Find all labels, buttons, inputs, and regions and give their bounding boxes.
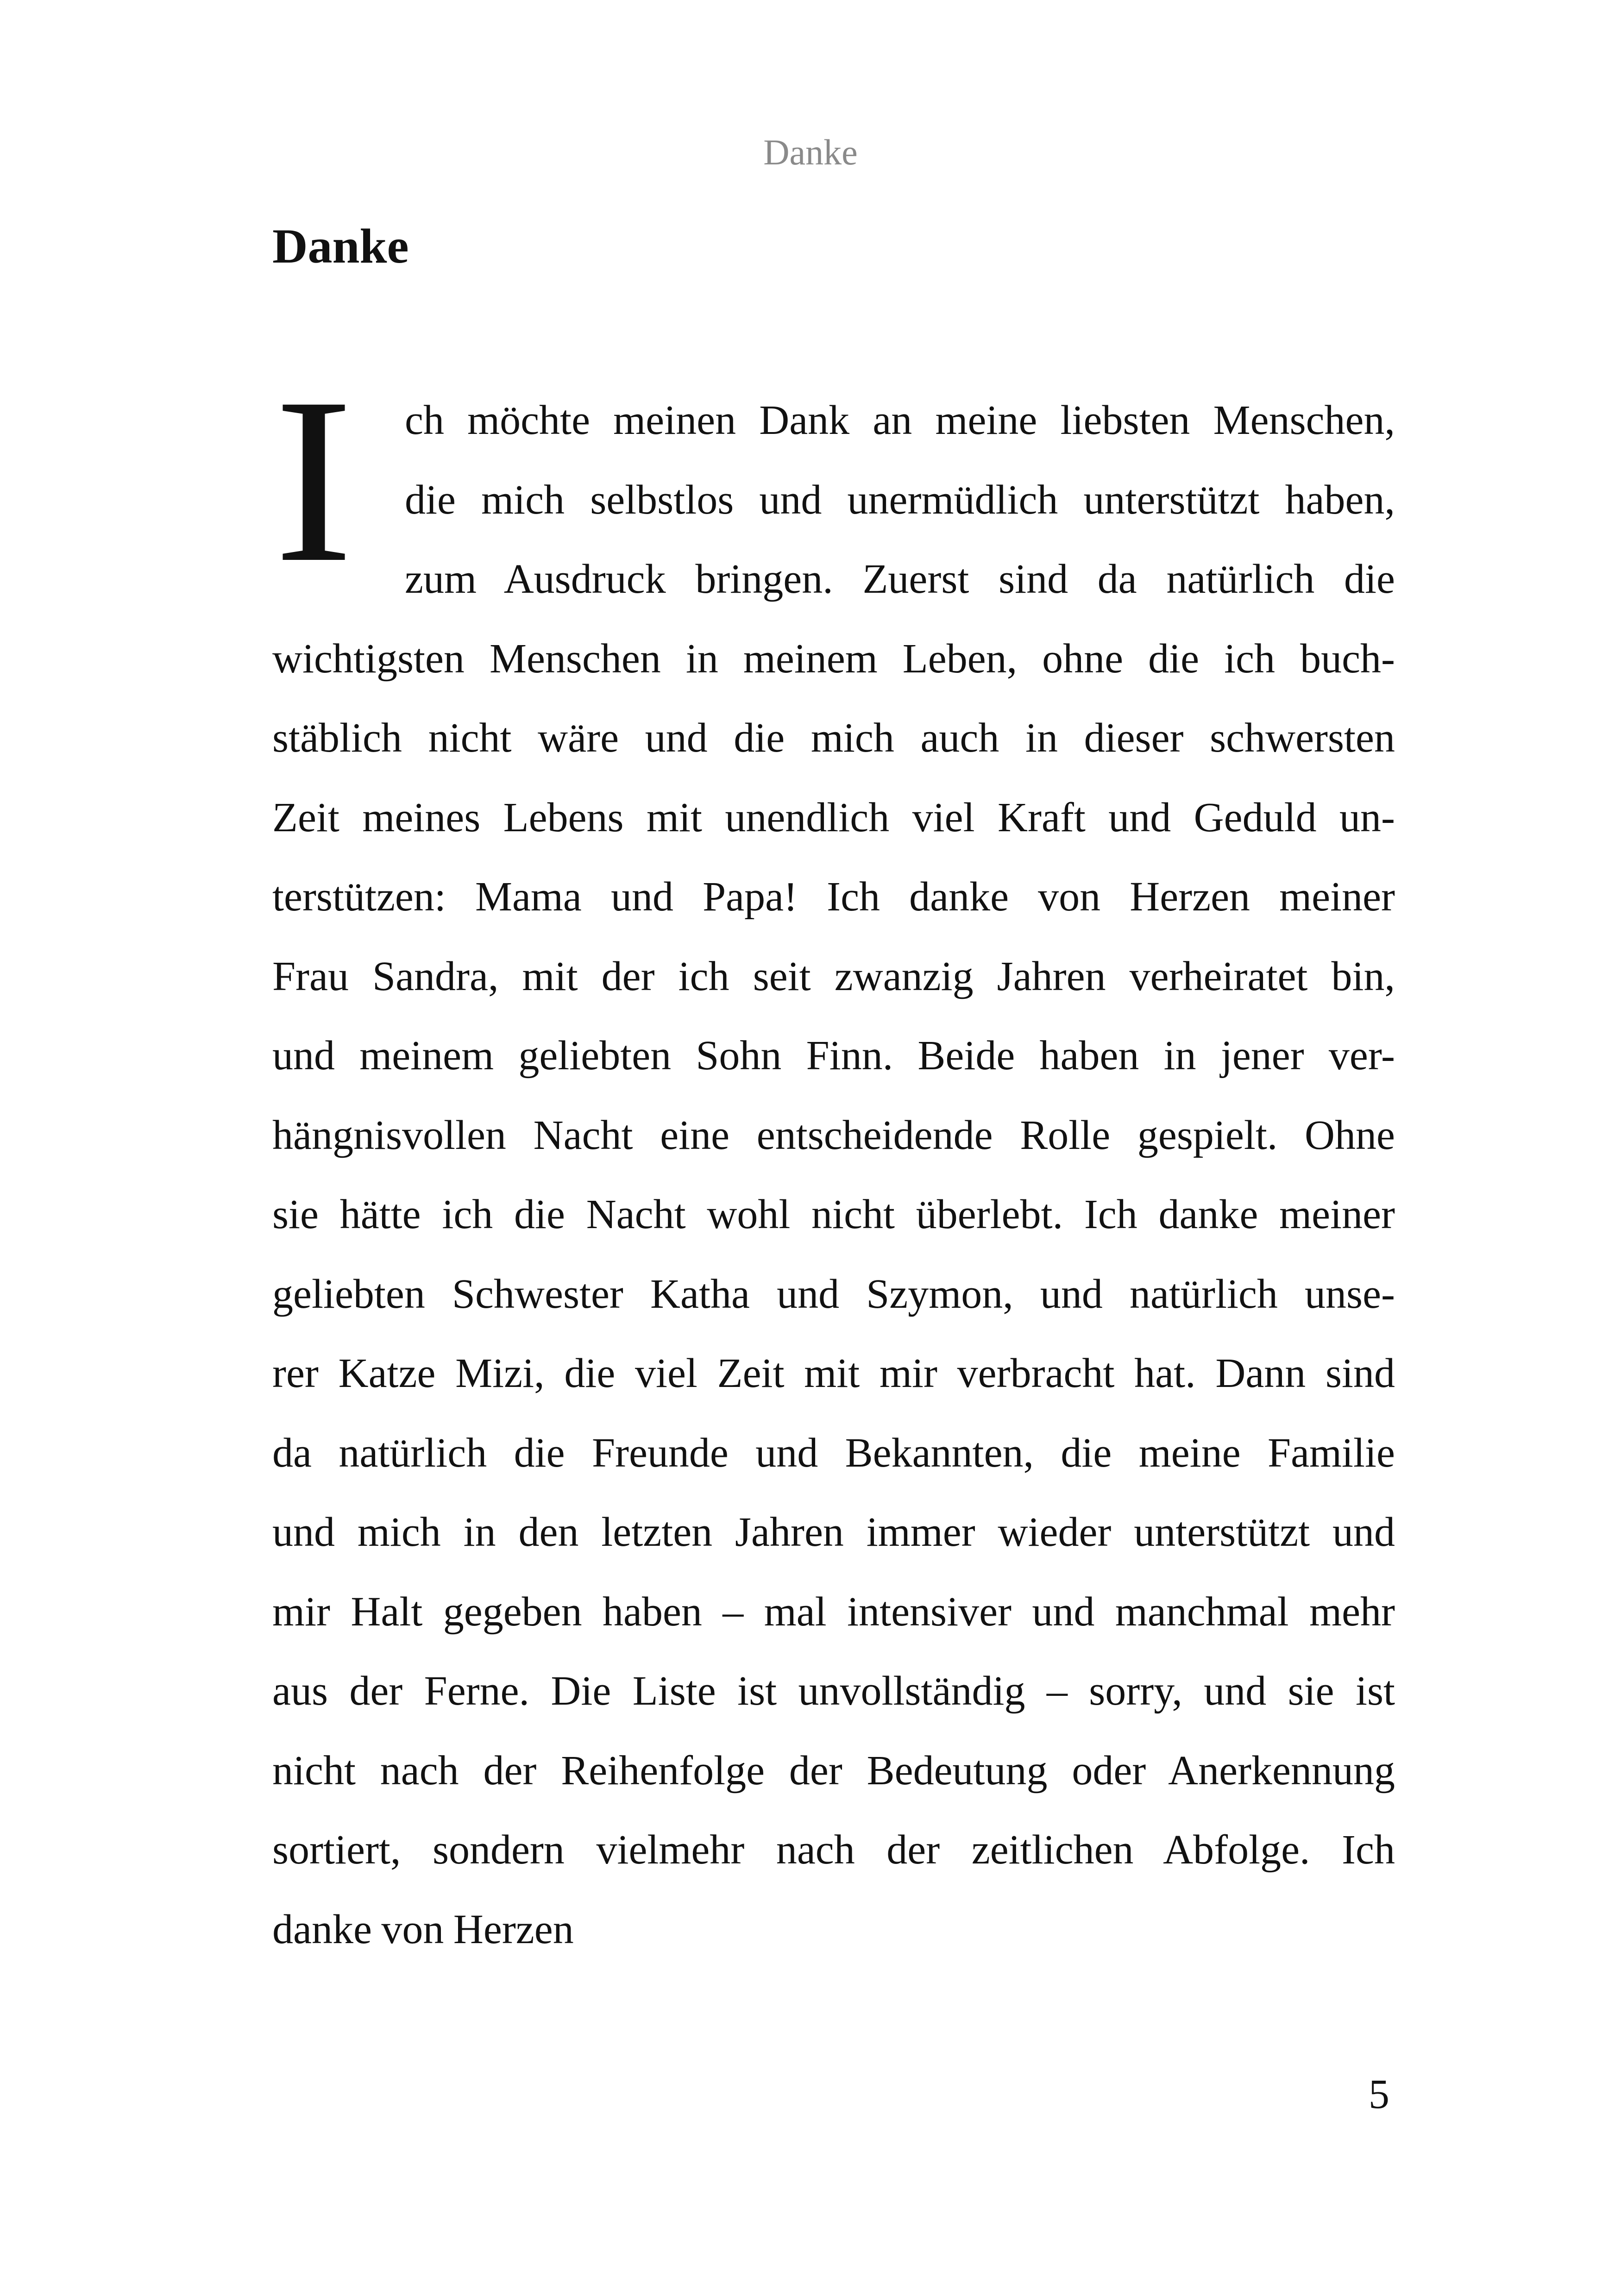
text-line: geliebten Schwester Katha und Szymon, und natürlich unse- <box>272 1271 1395 1317</box>
drop-cap: I <box>274 349 353 611</box>
text-line: mir Halt gegeben haben – mal intensiver und manchmal mehr <box>272 1588 1395 1635</box>
running-header: Danke <box>763 132 858 172</box>
chapter-title: Danke <box>272 219 409 273</box>
text-line: Zeit meines Lebens mit unendlich viel Kraft und Geduld un- <box>272 794 1395 841</box>
text-line: ch möchte meinen Dank an meine liebsten Menschen, <box>405 397 1395 443</box>
text-line: und mich in den letzten Jahren immer wieder unterstützt und <box>272 1509 1395 1555</box>
text-line: stäblich nicht wäre und die mich auch in dieser schwersten <box>272 715 1395 761</box>
text-line: wichtigsten Menschen in meinem Leben, ohne die ich buch- <box>272 635 1395 682</box>
text-line: nicht nach der Reihenfolge der Bedeutung oder Anerkennung <box>272 1747 1395 1794</box>
text-line: und meinem geliebten Sohn Finn. Beide haben in jener ver- <box>272 1033 1395 1079</box>
text-line: danke von Herzen <box>272 1906 574 1952</box>
text-line: zum Ausdruck bringen. Zuerst sind da natürlich die <box>405 556 1395 602</box>
text-line: rer Katze Mizi, die viel Zeit mit mir verbracht hat. Dann sind <box>272 1350 1395 1396</box>
text-line: aus der Ferne. Die Liste ist unvollständig – sorry, und sie ist <box>272 1668 1395 1714</box>
text-line: Frau Sandra, mit der ich seit zwanzig Jahren verheiratet bin, <box>272 953 1395 999</box>
page-number: 5 <box>1369 2071 1389 2117</box>
text-line: die mich selbstlos und unermüdlich unterstützt haben, <box>405 477 1395 523</box>
text-line: terstützen: Mama und Papa! Ich danke von Herzen meiner <box>272 874 1395 920</box>
body-paragraph <box>272 349 1395 1969</box>
text-line: da natürlich die Freunde und Bekannten, die meine Familie <box>272 1430 1395 1476</box>
text-line: sie hätte ich die Nacht wohl nicht überlebt. Ich danke meiner <box>272 1192 1395 1237</box>
text-line: sortiert, sondern vielmehr nach der zeitlichen Abfolge. Ich <box>272 1827 1395 1873</box>
text-line: hängnisvollen Nacht eine entscheidende Rolle gespielt. Ohne <box>272 1112 1395 1158</box>
